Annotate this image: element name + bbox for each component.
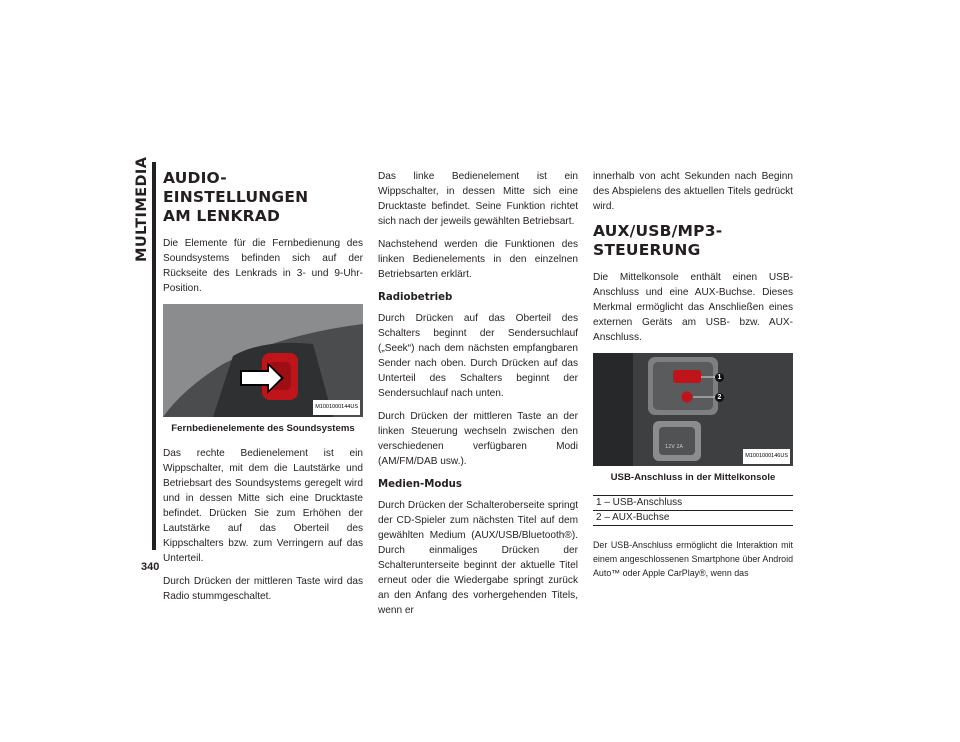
paragraph: Das rechte Bedienelement ist ein Wippschalter, mit dem die Lautstärke und Betriebsart des Soundsystems geregelt wird und in dessen Mitte sich eine Drucktaste befindet. Drücken Sie zum Erhöhen der Lautstärke auf das Oberteil des Kippschalters bzw. zum Verringern auf das Unterteil. (163, 448, 363, 564)
subheading-radio: Radiobetrieb (378, 292, 453, 303)
figure-ref: M1001000144US (313, 400, 360, 415)
callout-1: 1 (715, 373, 724, 382)
outlet-label: 12V 2A (665, 444, 683, 450)
subheading-media: Medien-Modus (378, 479, 462, 490)
paragraph: Die Mittelkonsole enthält einen USB-Anschluss und eine AUX-Buchse. Dieses Merkmal ermöglicht das Anschließen eines externen Geräts am USB- bzw. AUX-Anschluss. (593, 272, 793, 343)
callout-2: 2 (715, 393, 724, 402)
paragraph: Der USB-Anschluss ermöglicht die Interaktion mit einem angeschlossenen Smartphone über Android Auto™ oder Apple CarPlay®, wenn das (593, 540, 793, 578)
paragraph: Nachstehend werden die Funktionen des linken Bedienelements in den einzelnen Betriebsarten erklärt. (378, 239, 578, 280)
section-title: AUX/USB/MP3-STEUERUNG (593, 222, 723, 259)
section-bar (152, 162, 156, 550)
paragraph: Durch Drücken auf das Oberteil des Schalters beginnt der Sendersuchlauf („Seek“) nach dem nächsten empfangbaren Sender nach oben. Durch Drücken auf das Unterteil des Schalters beginnt der Sendersuchlauf nach unten. (378, 313, 578, 399)
paragraph: innerhalb von acht Sekunden nach Beginn des Abspielens des aktuellen Titels gedrückt wird. (593, 171, 793, 212)
paragraph: Das linke Bedienelement ist ein Wippschalter, in dessen Mitte sich eine Drucktaste befindet. Seine Funktion richtet sich nach der jeweils gewählten Betriebsart. (378, 171, 578, 227)
paragraph: Durch Drücken der mittleren Taste an der linken Steuerung wechseln zwischen den verschiedenen verfügbaren Modi (AM/FM/DAB usw.). (378, 411, 578, 467)
column-2 (378, 169, 578, 626)
page-number: 340 (141, 561, 160, 573)
column-1 (163, 169, 363, 612)
legend-item: 1 – USB-Anschluss (593, 495, 793, 510)
section-label: MULTIMEDIA (134, 156, 150, 262)
section-title-line2: AM LENKRAD (163, 207, 281, 225)
legend-item: 2 – AUX-Buchse (593, 510, 793, 525)
figure-ref: M1001000146US (743, 449, 790, 464)
steering-wheel-photo (163, 304, 363, 417)
figure-caption: USB-Anschluss in der Mittelkonsole (610, 472, 776, 483)
column-3 (593, 169, 793, 588)
figure-caption: Fernbedienelemente des Soundsystems (171, 423, 355, 434)
figure-legend (593, 495, 793, 526)
console-photo (593, 353, 793, 466)
small-text-block (593, 538, 793, 580)
section-title (163, 169, 363, 226)
paragraph: Durch Drücken der mittleren Taste wird das Radio stummgeschaltet. (163, 576, 363, 602)
intro-paragraph: Die Elemente für die Fernbedienung des Soundsystems befinden sich auf der Rückseite des Lenkrads in 3- und 9-Uhr-Position. (163, 238, 363, 294)
paragraph: Durch Drücken der Schalteroberseite springt der CD-Spieler zum nächsten Titel auf dem gewählten Medium (AUX/USB/Bluetooth®). Durch einmaliges Drücken der Schalterunterseite beginnt der aktuelle Titel erneut oder die Wiedergabe springt zurück an den Anfang des vorhergehenden Titels, wenn er (378, 500, 578, 616)
section-title-line1: AUDIO-EINSTELLUNGEN (163, 169, 309, 206)
